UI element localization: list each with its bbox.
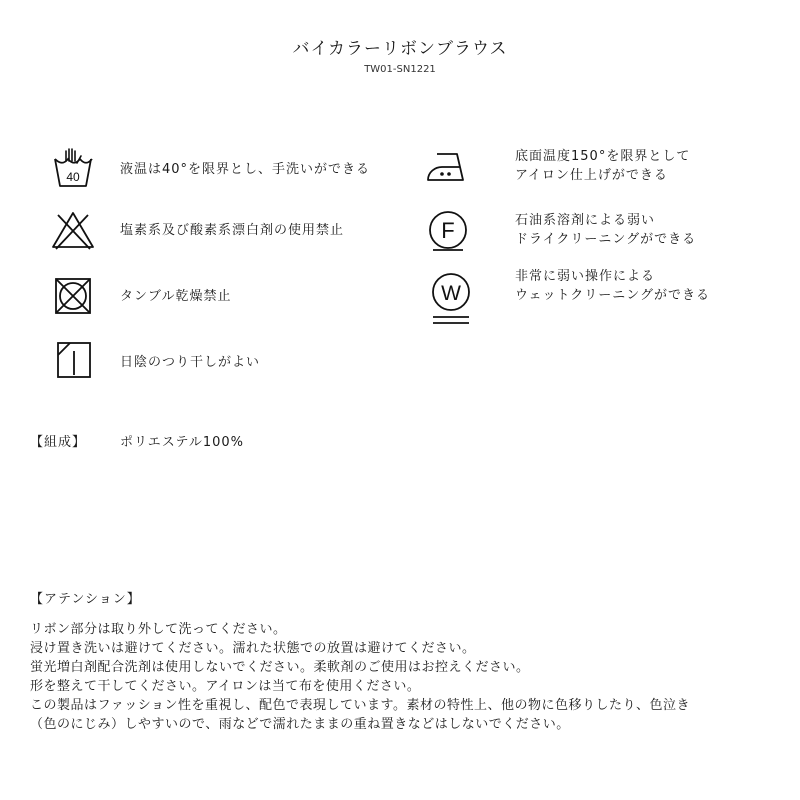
care-item-no-bleach xyxy=(50,209,344,251)
care-item-dry-clean xyxy=(425,207,696,253)
attention-title: 【アテンション】 xyxy=(30,592,141,607)
svg-text:40: 40 xyxy=(66,170,80,184)
wet-clean-w-icon xyxy=(425,268,477,328)
no-bleach-icon xyxy=(50,209,96,251)
care-item-iron xyxy=(425,146,690,186)
shade-line-dry-icon xyxy=(50,339,96,385)
svg-text:F: F xyxy=(441,218,455,243)
product-code: TW01-SN1221 xyxy=(364,64,436,75)
composition-value: ポリエステル100% xyxy=(120,435,244,450)
iron-low-icon xyxy=(425,146,471,186)
care-text: タンブル乾燥禁止 xyxy=(120,288,232,304)
product-title: バイカラーリボンブラウス xyxy=(292,39,508,59)
care-text: 液温は40°を限界とし、手洗いができる xyxy=(120,161,371,177)
care-item-no-tumble-dry xyxy=(50,273,231,319)
care-item-shade-dry xyxy=(50,339,260,385)
attention-line: （色のにじみ）しやすいので、雨などで濡れたままの重ね置きなどはしないでください。 xyxy=(30,717,570,732)
care-item-wet-clean xyxy=(425,268,710,328)
attention-line: この製品はファッション性を重視し、配色で表現しています。素材の特性上、他の物に色移りしたり、色泣き xyxy=(30,698,690,713)
no-tumble-dry-icon xyxy=(50,273,96,319)
care-text: 底面温度150°を限界として アイロン仕上げができる xyxy=(515,149,691,183)
care-text: 塩素系及び酸素系漂白剤の使用禁止 xyxy=(120,222,345,238)
attention-text xyxy=(30,620,790,734)
attention-line: 蛍光増白剤配合洗剤は使用しないでください。柔軟剤のご使用はお控えください。 xyxy=(30,660,530,675)
hand-wash-40-icon xyxy=(50,146,96,192)
dry-clean-f-icon xyxy=(425,207,471,253)
care-text: 非常に弱い操作による ウェットクリーニングができる xyxy=(515,269,710,303)
care-text: 日陰のつり干しがよい xyxy=(120,354,261,370)
composition-label: 【組成】 xyxy=(30,435,87,450)
svg-text:W: W xyxy=(441,282,461,305)
attention-line: 浸け置き洗いは避けてください。濡れた状態での放置は避けてください。 xyxy=(30,641,476,656)
care-text: 石油系溶剤による弱い ドライクリーニングができる xyxy=(515,213,697,247)
attention-line: 形を整えて干してください。アイロンは当て布を使用ください。 xyxy=(30,679,421,694)
attention-line: リボン部分は取り外して洗ってください。 xyxy=(30,622,287,637)
care-item-hand-wash xyxy=(50,146,370,192)
